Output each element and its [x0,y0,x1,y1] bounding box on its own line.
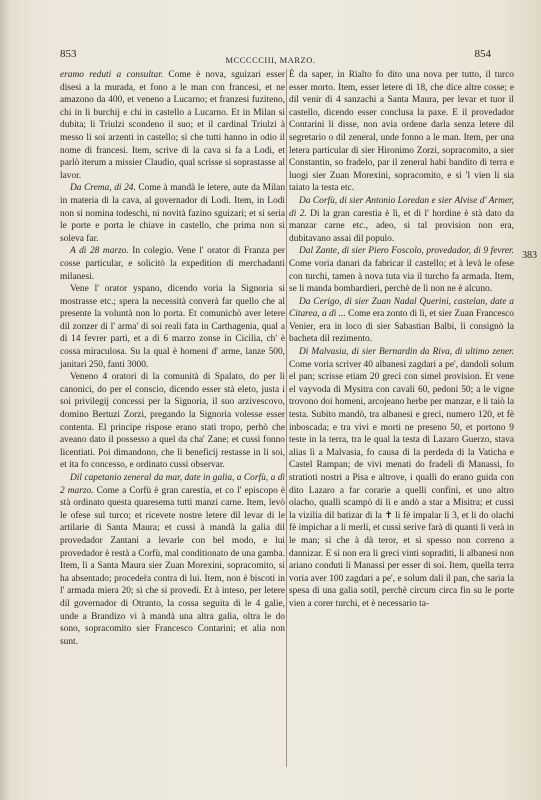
left-text-column [60,69,285,648]
paragraph-body: Come a Corfù è gran carestia, et co l' episcopo è stà ordinato questa quaresema tutti manzi carne. Item, levò le ofese sul turco; et ricevete nostre letere dil levar di le artilarie di Santa Maura; et cussì à mandà la galia dil provedador Zantani a levarle con bel modo, e lui provedador è restà a Corfù, mal conditionato de una gamba. Item, lì a Santa Maura sier Zuan Morexini, sopracomito, si ha absentado; proceder̀a contra di lui. Item, non è biscoti in l' armada miera 20; sì che si provedi. Et à inteso, per letere dil governador di Otranto, la cossa seguita di le 4 galie, unde a Brandizo vi à mandà una altra galia, oltra le do sono, sopracomito sier Francesco Contarini; et alia non sunt. [60,485,286,647]
paragraph-body: Veneno 4 oratori di la comunità di Spalato, do per li canonici, do per el conscio, dicendo esser stà eleto, justa i soi privilegij concessi per la Signoria, il suo arzivescovo, domino Bertuzi Zorzi, pregando la Signoria volesse esser contenta. El principe rispose erano stati tropo, perhò che aveano dato il possesso a quel da cha' Zane; et cussì fonno licentiati. Poi dimandono, che li beneficij restasse in li soi, et ita fo concesso, e ordinato cussì observar. [60,372,285,471]
right-page-number: 854 [474,48,491,60]
paragraph-body: Come era zonto di lì, et sier Zuan Francesco Venier, era in loco di sier Sabastian Balbi, li consignò la bacheta dil rezimento. [289,309,514,345]
paragraph [60,472,285,648]
paragraph-body: Come è nova, sguizari esser disesi a la murada, et fono a le man con francesi, et ne amazono da 400, et veneno a Lucarno; et franzesi fuziteno, chi in li burchij e chi in castello a Lucarno. Et in Milan si dubita; li Triulzi scondeno il suo; et il cardinal Triulzi à messo li soi arzenti in castello; sì che tutti hanno in odio il nome di francesi. Item, scrive di la cava si fa a Lodi, et parlò iterum a missier Claudio, qual scrisse si soprastasse al lavor. [60,70,285,181]
paragraph-body: Di la gran carestia è lì, et di l' hordine è stà dato da manzar carne etc., adeo, si tal provision non era, dubitavano assai dil populo. [289,208,514,244]
paragraph-heading: eramo reduti a consultar. [60,70,164,80]
paragraph-heading: Da Crema, di 24. [70,183,136,194]
paragraph [289,69,514,195]
column-divider [286,69,287,767]
paragraph [60,245,285,283]
paragraph [289,346,514,610]
paragraph-body: Come voria scriver 40 albanesi zagdari a pe', dandoli solum el pan; scrisse etiam 20 greci con simel provision. Et vene el vayvoda di Mysitra con cavali 60, pedoni 50; a le vigne trovono doi homeni, arcojeano herbe per manzar, e li taiò la testa. Subito mandò, tra albanesi e greci, numero 120, et fè inboscada; e tra vivi e morti ne preseno 50, et portono 9 teste in la terra, tra le qual la testa di Lazaro Guerzo, stava alias lì a Malvasia, fo causa di la perdeda di la Vaticha e Castel Rampan; de vivi menati do fradeli di Manassi, fo stratioti nostri a Pisa e altrove, i qualli do erano guida con dito Lazaro a far corarie a quelli confini, et uno altro olacho, qualli scampò di lì e andò a star a Misitra; et cussì la vizilia dil batizar di la ✝ li fè impalar li 3, et li do olachi fè impichar a li merli, et cussì serive farà di quanti li verà in le man; sì che à dà teror, et sì spesso non correno a dannizar. E sì non era li greci vinti sopraditi, li albanesi non ariano conduti li Manassi per esser di soi. Item, quella terra voria aver 100 zagdari a pe', e solum dali il pan, che saria la spesa di una galia sotil, perchè circum circa fin su le porte vien a corer turchi, et è necessario ta- [289,359,514,609]
paragraph-heading: Dal Zante, di sier Piero Foscolo, provedador, di 9 fevrer. [299,246,514,257]
running-header: MCCCCCIII, MARZO. [225,55,316,65]
paragraph [289,245,514,295]
paragraph-heading: Di Malvasia, di sier Bernardin da Riva, di ultimo zener. [299,347,514,358]
paragraph-body: In colegio. Vene l' orator di Franza per cosse particular, e solicitò la expedition di merchadanti milanesi. [60,246,286,282]
paragraph-heading: Da Cerigo, di sier Zuan Nadal Querini, castelan, date a Citarea, a dì ... [289,296,514,320]
paragraph [289,296,514,346]
paragraph-heading: Da Corfù, di sier Antonio Loredan e sier Alvise d' Armer, di 2. [289,195,514,219]
paragraph-body: Come voria danari da fabricar il castello; et à levà le ofese con turchi, tamen à nova tuta via il turcho fa armada. Item, se li manda bombardieri, perchè de lì non ne è alcuno. [289,258,514,295]
right-text-column [289,69,514,611]
paragraph-heading: A dì 28 marzo. [70,246,129,257]
paragraph-heading: Dil capetanio zeneral da mar, date in galia, a Corfù, a dì 2 marzo. [60,473,285,496]
paragraph [60,69,285,182]
paragraph-body: Vene l' orator yspano, dicendo voria la Signoria si mostrasse etc.; spera la necessità converà far quello che al presente la voluntà non lo porta. Et comunichò aver letere dil zonzer di l' arma' di soi reali fata in Carthagenia, qual a dì 14 fevrer partì, et a dì 6 marzo zonse in Cicilia, ch' è cossa miraculosa. Su la qual è homeni d' arme, lanze 500, janitari 250, fanti 3000. [60,284,285,370]
paragraph [60,283,285,371]
paragraph-body: Come à mandà le letere, aute da Milan in materia di la cava, al governador di Lodi. Item, in Lodi non si nomina todeschi, ni novità fazino sguizari; et si seria le porte e porta le chiave in castello, che prima non si soleva far. [60,183,286,244]
page-fold-shadow [0,0,10,800]
left-page-number: 853 [60,48,77,60]
paragraph-body: È da saper, in Rialto fo dito una nova per tutto, il turco esser morto. Item, esser letere di 18, che dice altre cosse; e dil venir di 4 sanzachi a Santa Maura, per levar et tuor il castello, dicendo esser conclusa la paxe. E il provedador Contarini li disse, non avia ordene darla senza letere dil segretario o dil zeneral, unde fonno a le man. Item, per una letera particular di sier Hironimo Zorzi, sopracomito, a sier Constantin, so fradelo, par il zeneral habi bandito di terra e luogi sier Zuan Morexini, sopracomito, e si 'l vien li sia taiato la testa etc. [289,70,514,194]
paragraph [289,195,514,245]
margin-number: 383 [522,250,537,261]
paragraph [60,371,285,472]
paragraph [60,182,285,245]
